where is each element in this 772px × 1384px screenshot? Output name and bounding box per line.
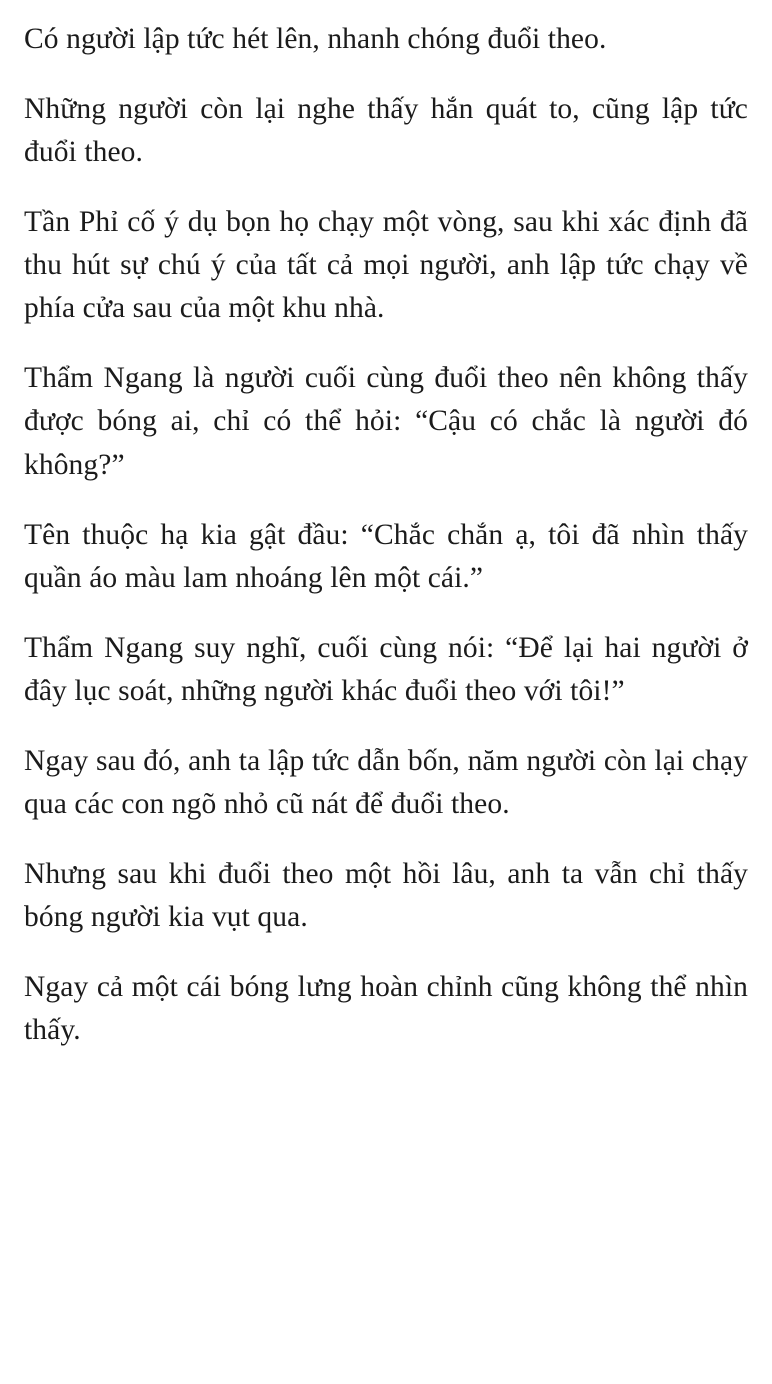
paragraph: Những người còn lại nghe thấy hắn quát to, cũng lập tức đuổi theo. — [24, 93, 748, 169]
paragraph: Tên thuộc hạ kia gật đầu: “Chắc chắn ạ, tôi đã nhìn thấy quần áo màu lam nhoáng lên một cái.” — [24, 518, 748, 594]
paragraph: Tần Phỉ cố ý dụ bọn họ chạy một vòng, sau khi xác định đã thu hút sự chú ý của tất cả mọi người, anh lập tức chạy về phía cửa sau của một khu nhà. — [24, 206, 748, 325]
paragraph: Ngay sau đó, anh ta lập tức dẫn bốn, năm người còn lại chạy qua các con ngõ nhỏ cũ nát để đuổi theo. — [24, 744, 748, 820]
paragraph: Nhưng sau khi đuổi theo một hồi lâu, anh ta vẫn chỉ thấy bóng người kia vụt qua. — [24, 857, 748, 933]
paragraph: Thẩm Ngang suy nghĩ, cuối cùng nói: “Để lại hai người ở đây lục soát, những người khác đuổi theo với tôi!” — [24, 631, 748, 707]
paragraph: Ngay cả một cái bóng lưng hoàn chỉnh cũng không thể nhìn thấy. — [24, 971, 748, 1047]
paragraph: Có người lập tức hét lên, nhanh chóng đuổi theo. — [24, 23, 607, 55]
paragraph: Thẩm Ngang là người cuối cùng đuổi theo nên không thấy được bóng ai, chỉ có thể hỏi: “Cậu có chắc là người đó không?” — [24, 362, 748, 481]
